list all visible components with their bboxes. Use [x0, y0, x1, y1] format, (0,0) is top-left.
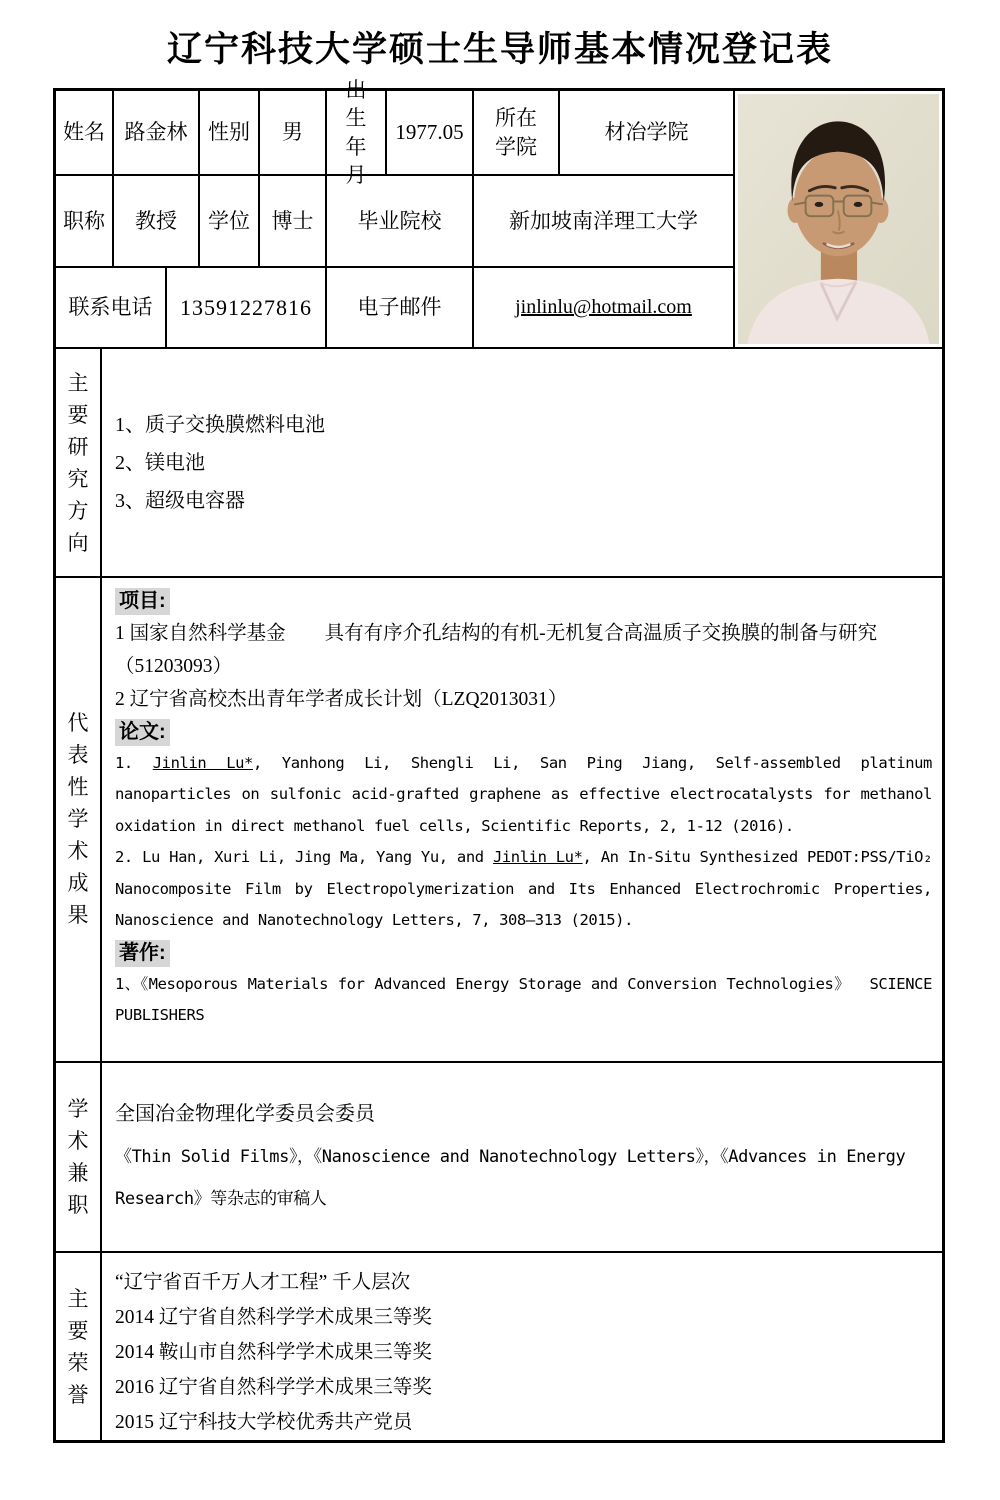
project-item: 1 国家自然科学基金 具有有序介孔结构的有机-无机复合高温质子交换膜的制备与研究（51203093）	[115, 622, 878, 677]
underlined-author: Jinlin Lu*	[492, 848, 583, 867]
academic-role-line: 《Thin Solid Films》，《Nanoscience and Nanotechnology Letters》，《Advances in Energy Research》等杂志的审稿人	[115, 1147, 916, 1210]
row-title	[56, 176, 733, 268]
research-item: 3、超级电容器	[115, 489, 245, 512]
research-directions-content	[102, 349, 942, 576]
degree-label: 学位	[200, 176, 260, 268]
project-item: 2 辽宁省高校杰出青年学者成长计划（LZQ2013031）	[115, 688, 568, 710]
identity-section	[56, 77, 942, 349]
email-label: 电子邮件	[327, 268, 474, 347]
achievements-content	[102, 578, 942, 1061]
achievements-header: 代表性学术成果	[56, 578, 102, 1061]
identity-grid	[56, 77, 733, 347]
title-value: 教授	[114, 176, 200, 268]
academic-roles-header: 学术兼职	[56, 1063, 102, 1251]
info-table	[53, 77, 945, 1443]
phone-number: 13591227816	[180, 294, 312, 320]
portrait-photo	[733, 91, 942, 347]
row-contact	[56, 268, 733, 347]
honor-item: 2014 辽宁省自然科学学术成果三等奖	[115, 1307, 432, 1328]
projects-heading: 项目:	[115, 588, 170, 615]
research-item: 1、质子交换膜燃料电池	[115, 413, 325, 436]
academic-role-line: 全国冶金物理化学委员会委员	[115, 1103, 375, 1126]
achievements-section	[56, 578, 942, 1063]
paper-item: 2. Lu Han, Xuri Li, Jing Ma, Yang Yu, and Jinlin Lu*, An In-Situ Synthesized PEDOT:PSS/TiO₂ Nanocomposite Film by Electropolymerization and Its Enhanced Electrochromic Properties, Nanoscience and Nanotechnology Letters, 7, 308–313 (2015).	[115, 848, 941, 930]
birth-value: 1977.05	[387, 91, 474, 176]
paper-item: 1. Jinlin Lu*, Yanhong Li, Shengli Li, San Ping Jiang, Self-assembled platinum nanoparticles on sulfonic acid-grafted graphene as effective electrocatalysts for methanol oxidation in direct methanol fuel cells, Scientific Reports, 2, 1-12 (2016).	[115, 753, 941, 835]
honor-item: 2014 鞍山市自然科学学术成果三等奖	[115, 1342, 432, 1363]
research-item: 2、镁电池	[115, 451, 205, 474]
underlined-author: Jinlin Lu*	[152, 753, 253, 772]
birth-label: 出生年月	[327, 91, 387, 176]
portrait-photo-illustration	[738, 94, 939, 344]
research-directions-header: 主要研究方向	[56, 349, 102, 576]
college-label: 所在学院	[474, 91, 560, 176]
books-heading: 著作:	[115, 940, 170, 967]
degree-value: 博士	[260, 176, 327, 268]
honor-item: 2016 辽宁省自然科学学术成果三等奖	[115, 1377, 432, 1398]
college-value: 材冶学院	[560, 91, 733, 176]
research-directions-section	[56, 349, 942, 578]
title-label: 职称	[56, 176, 114, 268]
phone-label: 联系电话	[56, 268, 167, 347]
papers-heading: 论文:	[115, 719, 170, 746]
academic-roles-content	[102, 1063, 942, 1251]
page-title: 辽宁科技大学硕士生导师基本情况登记表	[166, 30, 833, 69]
school-value: 新加坡南洋理工大学	[474, 176, 733, 268]
honors-header: 主要荣誉	[56, 1253, 102, 1440]
honor-item: “辽宁省百千万人才工程” 千人层次	[115, 1272, 411, 1293]
academic-roles-section	[56, 1063, 942, 1253]
gender-value: 男	[260, 91, 327, 176]
name-label: 姓名	[56, 91, 114, 176]
row-name	[56, 77, 733, 187]
honor-item: 2015 辽宁科技大学校优秀共产党员	[115, 1412, 413, 1433]
honors-section	[56, 1253, 942, 1440]
name-value: 路金林	[114, 91, 200, 176]
phone-value	[167, 268, 327, 347]
school-label: 毕业院校	[327, 176, 474, 268]
honors-content	[102, 1253, 942, 1440]
book-item: 1、《Mesoporous Materials for Advanced Energy Storage and Conversion Technologies》 SCIENCE PUBLISHERS	[115, 974, 941, 1025]
gender-label: 性别	[200, 91, 260, 176]
email-cell	[474, 268, 733, 347]
email-link[interactable]: jinlinlu@hotmail.com	[515, 296, 692, 319]
